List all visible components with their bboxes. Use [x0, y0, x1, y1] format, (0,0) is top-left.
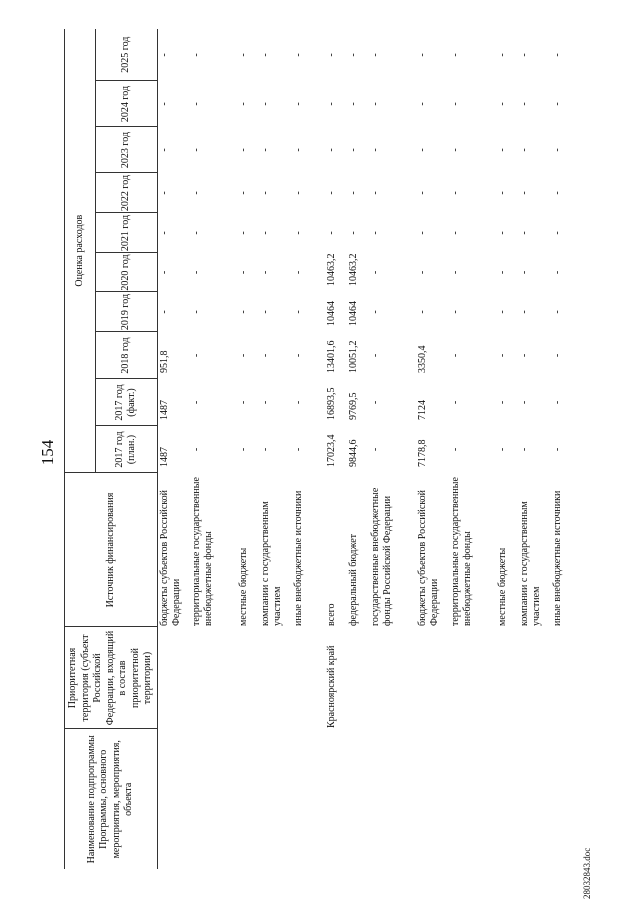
cell-value: 951,8	[157, 332, 190, 379]
cell-value: -	[519, 102, 530, 106]
cell-value: -	[348, 191, 359, 195]
table-row	[518, 29, 551, 869]
cell-value: -	[191, 148, 202, 152]
cell-value: -	[191, 400, 202, 405]
cell-value: -	[238, 191, 249, 195]
cell-value: -	[260, 400, 271, 405]
cell-value: -	[191, 310, 202, 314]
cell-value: -	[191, 53, 202, 57]
cell-value: -	[157, 173, 190, 213]
cell-value: -	[497, 191, 508, 195]
cell-value: -	[519, 231, 530, 235]
cell-value: -	[497, 353, 508, 358]
cell-value: -	[417, 270, 428, 275]
cell-value: -	[552, 353, 563, 358]
cell-source: территориальные государственные внебюджетные фонды	[450, 477, 473, 626]
cell-value: -	[497, 148, 508, 152]
cell-territory	[259, 627, 292, 729]
cell-territory	[496, 627, 518, 729]
cell-source: бюджеты субъектов Российской Федерации	[157, 473, 190, 627]
cell-value: -	[519, 191, 530, 195]
cell-value: -	[552, 102, 563, 106]
cell-value: -	[497, 310, 508, 314]
cell-value: -	[450, 400, 461, 405]
table-row	[369, 29, 416, 869]
cell-value: -	[370, 447, 381, 452]
cell-value: -	[348, 231, 359, 235]
cell-value: -	[157, 81, 190, 127]
cell-value: -	[238, 400, 249, 405]
cell-value: -	[238, 231, 249, 235]
year-header: 2017 год (факт.)	[96, 379, 157, 426]
cell-value: -	[519, 447, 530, 452]
cell-value: -	[260, 102, 271, 106]
cell-value: 13401,6	[326, 340, 337, 373]
cell-value: 17023,4	[326, 434, 337, 467]
cell-value: -	[417, 148, 428, 152]
cell-territory	[347, 627, 369, 729]
year-header: 2022 год	[96, 173, 157, 213]
cell-value: 10463,2	[326, 253, 337, 286]
cell-value: -	[157, 127, 190, 173]
cell-value: -	[450, 53, 461, 57]
cell-value: -	[450, 148, 461, 152]
cell-value: -	[417, 53, 428, 57]
table-row	[496, 29, 518, 869]
col-group-header: Оценка расходов	[65, 29, 96, 473]
cell-value: -	[552, 148, 563, 152]
cell-name	[416, 729, 449, 869]
year-header: 2021 год	[96, 213, 157, 253]
cell-value: -	[238, 102, 249, 106]
cell-value: 1487	[157, 426, 190, 473]
col-territory-header: Приоритетная территория (субъект Российской Федерации, входящий в состав приоритетной территории)	[65, 627, 158, 729]
cell-value: -	[519, 310, 530, 314]
cell-value: -	[191, 191, 202, 195]
cell-value: -	[238, 353, 249, 358]
cell-value: -	[348, 102, 359, 106]
year-header: 2025 год	[96, 29, 157, 81]
cell-territory	[551, 627, 584, 729]
cell-value: 10051,2	[348, 340, 359, 373]
cell-territory	[190, 627, 237, 729]
cell-source: федеральный бюджет	[348, 533, 359, 626]
cell-value: -	[370, 102, 381, 106]
cell-value: -	[497, 53, 508, 57]
cell-value: -	[497, 102, 508, 106]
cell-source: компании с государственным участием	[260, 501, 283, 626]
cell-value: -	[260, 53, 271, 57]
cell-value: -	[293, 270, 304, 275]
cell-value: 10463,2	[348, 253, 359, 286]
cell-territory	[292, 627, 325, 729]
cell-value: -	[497, 447, 508, 452]
cell-name	[190, 729, 237, 869]
cell-name	[237, 729, 259, 869]
cell-value: -	[450, 102, 461, 106]
cell-source: местные бюджеты	[497, 547, 508, 626]
cell-value: -	[417, 191, 428, 195]
cell-value: 1487	[157, 379, 190, 426]
year-header: 2024 год	[96, 81, 157, 127]
cell-value: -	[450, 191, 461, 195]
cell-value: -	[260, 353, 271, 358]
cell-value: -	[326, 102, 337, 106]
cell-name	[347, 729, 369, 869]
cell-value: -	[450, 447, 461, 452]
cell-value: 16893,5	[326, 387, 337, 420]
cell-value: -	[370, 148, 381, 152]
cell-value: -	[157, 253, 190, 292]
cell-value: -	[157, 29, 190, 81]
table-row	[325, 29, 347, 869]
cell-value: -	[293, 191, 304, 195]
cell-territory	[237, 627, 259, 729]
cell-value: -	[326, 53, 337, 57]
cell-value: -	[552, 447, 563, 452]
cell-territory	[416, 627, 449, 729]
cell-value: -	[191, 231, 202, 235]
cell-name	[551, 729, 584, 869]
cell-value: -	[497, 270, 508, 275]
cell-value: -	[417, 231, 428, 235]
cell-source: территориальные государственные внебюджетные фонды	[191, 477, 214, 626]
cell-value: -	[552, 400, 563, 405]
cell-name	[292, 729, 325, 869]
cell-value: -	[370, 270, 381, 275]
cell-value: -	[293, 148, 304, 152]
cell-name	[157, 729, 190, 869]
cell-value: -	[497, 231, 508, 235]
cell-value: 10464	[348, 301, 359, 326]
cell-source: иные внебюджетные источники	[552, 490, 563, 626]
cell-source: компании с государственным участием	[519, 501, 542, 626]
cell-value: 3350,4	[417, 345, 428, 373]
cell-value: -	[191, 447, 202, 452]
cell-value: -	[552, 270, 563, 275]
cell-value: -	[326, 148, 337, 152]
cell-value: -	[519, 148, 530, 152]
cell-value: -	[293, 102, 304, 106]
cell-value: -	[519, 353, 530, 358]
cell-value: -	[293, 400, 304, 405]
cell-value: -	[293, 53, 304, 57]
cell-value: -	[552, 231, 563, 235]
year-header: 2020 год	[96, 253, 157, 292]
cell-value: -	[293, 353, 304, 358]
cell-value: 7124	[417, 400, 428, 420]
cell-value: -	[370, 310, 381, 314]
cell-value: -	[497, 400, 508, 405]
table-row	[292, 29, 325, 869]
cell-value: -	[370, 400, 381, 405]
cell-source: иные внебюджетные источники	[293, 490, 304, 626]
cell-territory	[518, 627, 551, 729]
cell-value: -	[370, 53, 381, 57]
cell-value: -	[326, 191, 337, 195]
cell-value: -	[293, 447, 304, 452]
table-row	[259, 29, 292, 869]
cell-value: 9769,5	[348, 392, 359, 420]
cell-value: -	[519, 400, 530, 405]
cell-value: -	[293, 231, 304, 235]
cell-source: местные бюджеты	[238, 547, 249, 626]
table-row	[237, 29, 259, 869]
cell-territory	[369, 627, 416, 729]
footer-filename: 28032843.doc	[582, 847, 592, 899]
cell-name	[369, 729, 416, 869]
cell-source: государственные внебюджетные фонды Российской Федерации	[370, 487, 393, 626]
table-row	[347, 29, 369, 869]
cell-value: -	[260, 447, 271, 452]
cell-value: -	[238, 310, 249, 314]
table-row	[551, 29, 584, 869]
cell-value: -	[260, 310, 271, 314]
cell-value: 7178,8	[417, 439, 428, 467]
cell-value: -	[260, 148, 271, 152]
cell-value: -	[519, 270, 530, 275]
page-number: 154	[38, 439, 57, 466]
cell-territory	[449, 627, 496, 729]
cell-value: -	[260, 191, 271, 195]
cell-name	[325, 729, 347, 869]
cell-value: -	[450, 231, 461, 235]
cell-value: -	[519, 53, 530, 57]
cell-value: -	[238, 53, 249, 57]
cell-value: -	[552, 310, 563, 314]
cell-value: -	[417, 102, 428, 106]
cell-source: бюджеты субъектов Российской Федерации	[417, 489, 440, 626]
cell-value: -	[326, 231, 337, 235]
year-header: 2023 год	[96, 127, 157, 173]
cell-name	[518, 729, 551, 869]
cell-value: -	[450, 353, 461, 358]
table-row	[416, 29, 449, 869]
col-name-header: Наименование подпрограммы Программы, основного мероприятия, мероприятия, объекта	[65, 729, 158, 869]
cell-value: 9844,6	[348, 439, 359, 467]
table-row	[157, 29, 190, 869]
cell-value: -	[552, 53, 563, 57]
cell-value: -	[157, 213, 190, 253]
cell-value: -	[450, 270, 461, 275]
cell-territory	[157, 627, 190, 729]
cell-name	[449, 729, 496, 869]
table-row	[449, 29, 496, 869]
cell-value: 10464	[326, 301, 337, 326]
expenditure-table	[64, 29, 584, 869]
cell-value: -	[191, 102, 202, 106]
cell-name	[259, 729, 292, 869]
year-header: 2017 год (план.)	[96, 426, 157, 473]
cell-value: -	[238, 447, 249, 452]
cell-value: -	[293, 310, 304, 314]
year-header: 2019 год	[96, 292, 157, 332]
cell-value: -	[370, 191, 381, 195]
cell-value: -	[348, 53, 359, 57]
cell-value: -	[260, 231, 271, 235]
cell-value: -	[191, 270, 202, 275]
year-header: 2018 год	[96, 332, 157, 379]
cell-value: -	[552, 191, 563, 195]
cell-territory: Красноярский край	[326, 645, 337, 728]
col-source-header: Источник финансирования	[65, 473, 158, 627]
cell-value: -	[370, 231, 381, 235]
cell-value: -	[238, 270, 249, 275]
table-row	[190, 29, 237, 869]
cell-value: -	[450, 310, 461, 314]
cell-value: -	[260, 270, 271, 275]
cell-value: -	[370, 353, 381, 358]
cell-value: -	[157, 292, 190, 332]
cell-source: всего	[326, 603, 337, 626]
cell-value: -	[348, 148, 359, 152]
cell-value: -	[238, 148, 249, 152]
cell-name	[496, 729, 518, 869]
cell-value: -	[417, 310, 428, 314]
cell-value: -	[191, 353, 202, 358]
